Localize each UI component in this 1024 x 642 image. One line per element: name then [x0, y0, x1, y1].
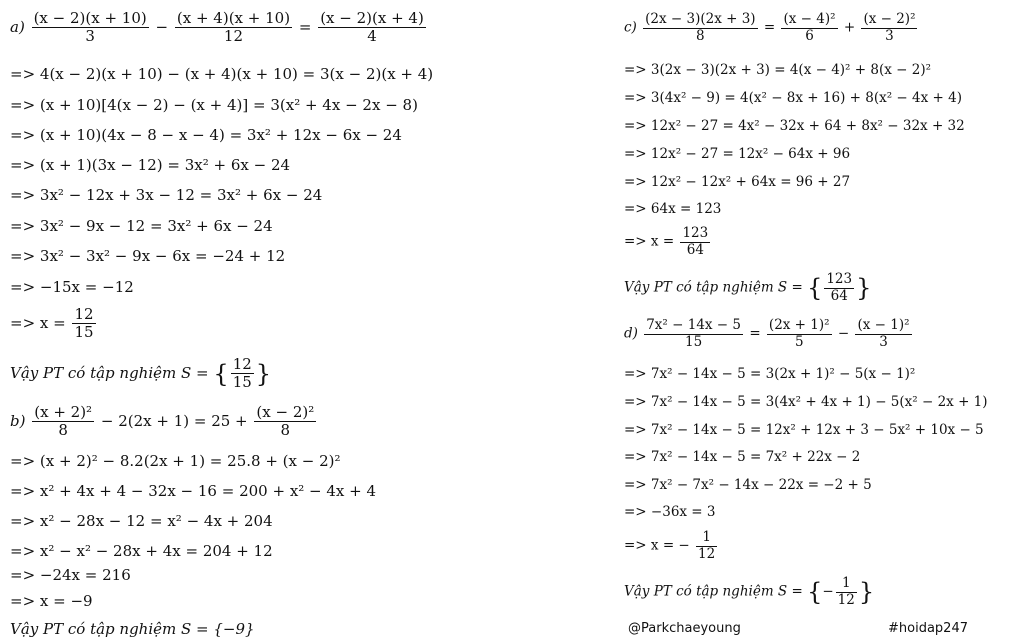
fraction-numerator: (x + 2)²	[34, 403, 93, 421]
fraction-numerator: (2x + 1)²	[768, 317, 830, 333]
problem-d-label: d)	[624, 325, 638, 342]
problem-d-fraction-1	[644, 318, 743, 350]
problem-c-final-fraction	[680, 226, 710, 258]
fraction-denominator: 8	[58, 421, 68, 440]
fraction-numerator: (x − 2)(x + 4)	[320, 9, 424, 27]
fraction-numerator: 123	[826, 271, 853, 287]
problem-c-step-3: => 12x² − 27 = 4x² − 32x + 64 + 8x² − 32x + 32	[624, 118, 965, 134]
left-brace: {	[213, 359, 229, 388]
equation-middle: − 2(2x + 1) = 25 +	[100, 411, 248, 430]
problem-b-equation	[10, 404, 318, 440]
problem-b-step-4: => x² − x² − 28x + 4x = 204 + 12	[10, 542, 273, 560]
fraction-denominator: 3	[85, 27, 95, 46]
right-brace: }	[856, 274, 872, 303]
fraction-numerator: (x − 4)²	[783, 11, 836, 27]
problem-d-step-2: => 7x² − 14x − 5 = 3(4x² + 4x + 1) − 5(x² − 2x + 1)	[624, 394, 988, 410]
problem-d-step-4: => 7x² − 14x − 5 = 7x² + 22x − 2	[624, 449, 861, 465]
problem-c-solution-fraction	[824, 272, 854, 304]
problem-c-step-2: => 3(4x² − 9) = 4(x² − 8x + 16) + 8(x² − 4x + 4)	[624, 90, 962, 106]
problem-d-solution-fraction	[836, 576, 857, 608]
problem-d-step-3: => 7x² − 14x − 5 = 12x² + 12x + 3 − 5x² + 10x − 5	[624, 422, 984, 438]
operator: −	[837, 325, 850, 342]
problem-c-step-1: => 3(2x − 3)(2x + 3) = 4(x − 4)² + 8(x − 2)²	[624, 62, 931, 78]
problem-c-equation	[624, 12, 919, 44]
problem-c-step-4: => 12x² − 27 = 12x² − 64x + 96	[624, 146, 851, 162]
final-prefix: => x =	[10, 313, 66, 332]
conclusion-prefix: Vậy PT có tập nghiệm S =	[10, 363, 209, 382]
problem-c-step-5: => 12x² − 12x² + 64x = 96 + 27	[624, 174, 851, 190]
problem-b-step-6: => x = −9	[10, 592, 93, 610]
problem-c-label: c)	[624, 19, 637, 36]
problem-a-step-4: => (x + 1)(3x − 12) = 3x² + 6x − 24	[10, 156, 291, 174]
problem-a-final-fraction	[72, 306, 95, 342]
fraction-denominator: 8	[696, 27, 705, 44]
problem-a-step-6: => 3x² − 9x − 12 = 3x² + 6x − 24	[10, 217, 273, 235]
problem-d-step-1: => 7x² − 14x − 5 = 3(2x + 1)² − 5(x − 1)²	[624, 366, 916, 382]
problem-a-step-3: => (x + 10)(4x − 8 − x − 4) = 3x² + 12x − 6x − 24	[10, 126, 402, 144]
problem-a-fraction-2	[175, 10, 292, 46]
fraction-denominator: 3	[879, 333, 888, 350]
final-prefix: => x =	[624, 233, 675, 250]
problem-c-fraction-3	[861, 12, 917, 44]
operator: −	[155, 17, 169, 36]
fraction-denominator: 15	[685, 333, 703, 350]
conclusion-prefix: Vậy PT có tập nghiệm S =	[624, 279, 803, 296]
problem-a-step-8: => −15x = −12	[10, 278, 134, 296]
problem-a-step-7: => 3x² − 3x² − 9x − 6x = −24 + 12	[10, 247, 286, 265]
problem-d-final	[624, 530, 719, 562]
left-brace: {	[807, 274, 823, 303]
fraction-numerator: (x − 2)²	[256, 403, 315, 421]
fraction-denominator: 64	[686, 241, 704, 258]
problem-c-fraction-2	[781, 12, 837, 44]
fraction-numerator: 1	[696, 530, 717, 547]
fraction-denominator: 3	[885, 27, 894, 44]
author-credit: @Parkchaeyoung	[628, 621, 741, 636]
fraction-numerator: 12	[74, 305, 94, 323]
problem-a-final	[10, 306, 98, 342]
fraction-numerator: 12	[232, 355, 252, 373]
left-brace: {	[807, 578, 823, 607]
problem-b-label: b)	[10, 411, 26, 430]
fraction-denominator: 12	[698, 545, 716, 562]
fraction-numerator: (x − 2)(x + 10)	[33, 9, 147, 27]
problem-d-equation	[624, 318, 914, 350]
fraction-numerator: (x + 4)(x + 10)	[176, 9, 291, 27]
fraction-denominator: 15	[74, 323, 94, 342]
fraction-numerator: (x − 2)²	[863, 11, 916, 27]
operator: =	[749, 325, 761, 342]
problem-a-equation	[10, 10, 428, 46]
problem-b-fraction-1	[32, 404, 94, 440]
problem-c-fraction-1	[643, 12, 757, 44]
problem-d-step-5: => 7x² − 7x² − 14x − 22x = −2 + 5	[624, 477, 872, 493]
problem-b-step-3: => x² − 28x − 12 = x² − 4x + 204	[10, 512, 273, 530]
problem-a-step-1: => 4(x − 2)(x + 10) − (x + 4)(x + 10) = 3(x − 2)(x + 4)	[10, 65, 434, 83]
problem-d-conclusion	[624, 576, 874, 608]
fraction-denominator: 8	[280, 421, 291, 440]
problem-b-step-1: => (x + 2)² − 8.2(2x + 1) = 25.8 + (x − 2)²	[10, 452, 341, 470]
operator: =	[763, 19, 776, 36]
problem-d-fraction-2	[767, 318, 832, 350]
problem-d-step-6: => −36x = 3	[624, 504, 716, 520]
fraction-denominator: 12	[223, 27, 244, 46]
fraction-numerator: 1	[836, 576, 857, 593]
fraction-denominator: 64	[830, 287, 848, 304]
fraction-numerator: 123	[682, 225, 709, 241]
problem-b-step-2: => x² + 4x + 4 − 32x − 16 = 200 + x² − 4x + 4	[10, 482, 377, 500]
problem-c-step-6: => 64x = 123	[624, 201, 722, 217]
problem-c-conclusion	[624, 272, 871, 304]
problem-d-fraction-3	[855, 318, 911, 350]
fraction-denominator: 4	[367, 27, 377, 46]
problem-a-step-2: => (x + 10)[4(x − 2) − (x + 4)] = 3(x² + 4x − 2x − 8)	[10, 96, 418, 114]
problem-a-fraction-1	[32, 10, 149, 46]
operator: +	[843, 19, 856, 36]
fraction-denominator: 6	[805, 27, 814, 44]
fraction-denominator: 15	[232, 373, 252, 392]
problem-b-conclusion: Vậy PT có tập nghiệm S = {−9}	[10, 620, 255, 638]
problem-b-step-5: => −24x = 216	[10, 566, 131, 584]
problem-a-fraction-3	[318, 10, 426, 46]
conclusion-prefix: Vậy PT có tập nghiệm S =	[624, 583, 803, 600]
fraction-numerator: 7x² − 14x − 5	[646, 317, 742, 333]
right-brace: }	[858, 578, 875, 607]
problem-d-final-fraction	[696, 530, 717, 562]
problem-a-step-5: => 3x² − 12x + 3x − 12 = 3x² + 6x − 24	[10, 186, 323, 204]
problem-a-label: a)	[10, 17, 25, 36]
hashtag-label: #hoidap247	[888, 621, 968, 636]
operator: =	[298, 17, 312, 36]
solution-sign: −	[822, 583, 834, 600]
problem-a-solution-fraction	[231, 356, 254, 392]
problem-a-conclusion	[10, 356, 271, 392]
fraction-denominator: 5	[794, 333, 804, 350]
fraction-numerator: (2x − 3)(2x + 3)	[645, 11, 756, 27]
fraction-denominator: 12	[837, 591, 855, 608]
problem-c-final	[624, 226, 712, 258]
right-brace: }	[255, 359, 272, 388]
fraction-numerator: (x − 1)²	[857, 317, 910, 333]
problem-b-fraction-2	[254, 404, 316, 440]
final-prefix: => x = −	[624, 537, 690, 554]
